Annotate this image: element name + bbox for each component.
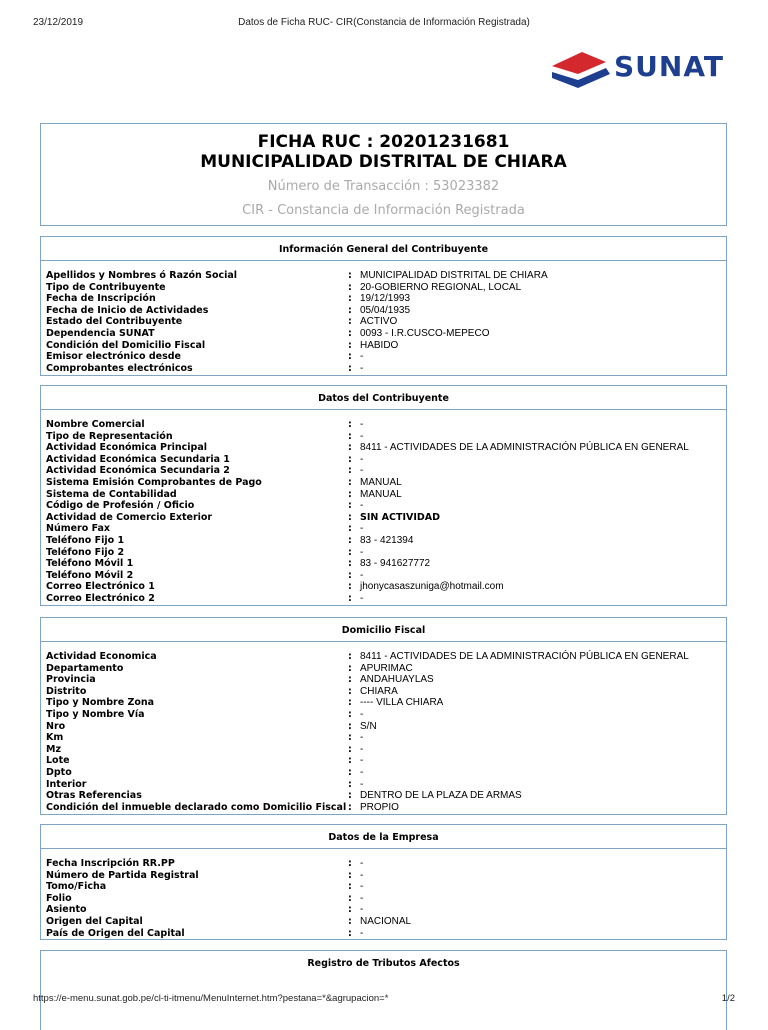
- field-value: 8411 - ACTIVIDADES DE LA ADMINISTRACIÓN PÚBLICA EN GENERAL: [360, 442, 689, 454]
- field-separator: :: [348, 453, 352, 465]
- field-separator: :: [348, 915, 352, 927]
- field-label: Tipo y Nombre Vía: [46, 708, 145, 720]
- field-row: [46, 790, 726, 802]
- sunat-logo-text: SUNAT: [614, 50, 724, 83]
- field-value: HABIDO: [360, 339, 399, 351]
- field-value: 83 - 941627772: [360, 558, 431, 570]
- section-rows: [41, 410, 726, 605]
- field-label: Correo Electrónico 1: [46, 581, 155, 593]
- field-row: [46, 593, 726, 605]
- field-value: 05/04/1935: [360, 304, 411, 316]
- field-label: Origen del Capital: [46, 915, 143, 927]
- field-separator: :: [348, 351, 352, 363]
- field-label: Apellidos y Nombres ó Razón Social: [46, 270, 238, 281]
- field-row: [46, 744, 726, 756]
- field-row: [46, 651, 726, 663]
- field-value: -: [360, 927, 364, 939]
- field-value: 20-GOBIERNO REGIONAL, LOCAL: [360, 281, 522, 293]
- field-value: -: [360, 351, 364, 363]
- field-value: 0093 - I.R.CUSCO-MEPECO: [360, 327, 490, 339]
- field-label: Nro: [46, 720, 66, 732]
- field-value: DENTRO DE LA PLAZA DE ARMAS: [360, 790, 522, 802]
- field-separator: :: [348, 488, 352, 500]
- field-separator: :: [348, 316, 352, 328]
- field-row: [46, 454, 726, 466]
- print-title: Datos de Ficha RUC- CIR(Constancia de Información Registrada): [238, 17, 530, 28]
- field-label: Km: [46, 732, 64, 744]
- field-separator: :: [348, 881, 352, 893]
- field-row: [46, 581, 726, 593]
- field-row: [46, 351, 726, 363]
- field-row: [46, 870, 726, 882]
- field-label: Actividad Económica Principal: [46, 442, 208, 454]
- section-1: [40, 236, 727, 376]
- field-label: Tipo y Nombre Zona: [46, 697, 155, 709]
- field-row: [46, 767, 726, 779]
- field-row: [46, 465, 726, 477]
- field-label: Fecha de Inscripción: [46, 293, 156, 305]
- field-separator: :: [348, 892, 352, 904]
- field-row: [46, 709, 726, 721]
- field-label: Teléfono Móvil 2: [46, 569, 134, 581]
- section-rows: [41, 849, 726, 939]
- field-row: [46, 858, 726, 870]
- field-separator: :: [348, 651, 352, 662]
- field-label: Actividad Economica: [46, 651, 157, 662]
- field-separator: :: [348, 362, 352, 374]
- field-label: Tipo de Contribuyente: [46, 281, 166, 293]
- field-row: [46, 282, 726, 294]
- field-separator: :: [348, 801, 352, 813]
- field-row: [46, 674, 726, 686]
- field-label: Dependencia SUNAT: [46, 327, 155, 339]
- field-separator: :: [348, 304, 352, 316]
- field-label: Actividad Económica Secundaria 2: [46, 465, 230, 477]
- field-label: Departamento: [46, 662, 124, 674]
- field-value: -: [360, 892, 364, 904]
- field-label: Condición del Domicilio Fiscal: [46, 339, 206, 351]
- field-separator: :: [348, 743, 352, 755]
- field-label: Distrito: [46, 685, 87, 697]
- field-label: Teléfono Fijo 1: [46, 534, 125, 546]
- field-separator: :: [348, 755, 352, 767]
- field-separator: :: [348, 327, 352, 339]
- field-row: [46, 328, 726, 340]
- field-row: [46, 535, 726, 547]
- field-row: [46, 721, 726, 733]
- field-value: -: [360, 869, 364, 881]
- field-row: [46, 442, 726, 454]
- field-separator: :: [348, 858, 352, 869]
- field-row: [46, 802, 726, 814]
- field-value: -: [360, 732, 364, 744]
- field-value: 83 - 421394: [360, 534, 414, 546]
- field-row: [46, 881, 726, 893]
- field-separator: :: [348, 442, 352, 454]
- field-separator: :: [348, 685, 352, 697]
- field-value: -: [360, 523, 364, 535]
- field-label: Tipo de Representación: [46, 430, 173, 442]
- section-3: [40, 617, 727, 815]
- field-value: MANUAL: [360, 488, 402, 500]
- print-date: 23/12/2019: [33, 17, 84, 28]
- field-row: [46, 732, 726, 744]
- field-label: Condición del inmueble declarado como Domicilio Fiscal: [46, 801, 347, 813]
- field-label: Tomo/Ficha: [46, 881, 107, 893]
- field-value: -: [360, 778, 364, 790]
- field-separator: :: [348, 523, 352, 535]
- field-value: S/N: [360, 720, 377, 732]
- field-separator: :: [348, 790, 352, 802]
- section-title: Información General del Contribuyente: [41, 237, 726, 261]
- print-url: https://e-menu.sunat.gob.pe/cl-ti-itmenu/MenuInternet.htm?pestana=*&agrupacion=*: [33, 993, 389, 1004]
- field-row: [46, 340, 726, 352]
- field-row: [46, 270, 726, 282]
- field-separator: :: [348, 732, 352, 744]
- field-separator: :: [348, 778, 352, 790]
- field-separator: :: [348, 465, 352, 477]
- field-value: APURIMAC: [360, 662, 413, 674]
- field-value: -: [360, 546, 364, 558]
- field-value: ACTIVO: [360, 316, 398, 328]
- field-row: [46, 663, 726, 675]
- field-value: 19/12/1993: [360, 293, 411, 305]
- field-row: [46, 363, 726, 375]
- field-value: SIN ACTIVIDAD: [360, 511, 440, 523]
- section-4: [40, 824, 727, 940]
- field-separator: :: [348, 476, 352, 488]
- field-label: Otras Referencias: [46, 790, 142, 802]
- field-value: -: [360, 766, 364, 778]
- field-label: Fecha de Inicio de Actividades: [46, 304, 209, 316]
- field-separator: :: [348, 270, 352, 281]
- field-value: PROPIO: [360, 801, 399, 813]
- field-label: Teléfono Fijo 2: [46, 546, 125, 558]
- field-separator: :: [348, 281, 352, 293]
- field-row: [46, 686, 726, 698]
- field-label: Estado del Contribuyente: [46, 316, 183, 328]
- field-separator: :: [348, 511, 352, 523]
- section-rows: [41, 642, 726, 813]
- section-rows: [41, 974, 726, 983]
- field-separator: :: [348, 720, 352, 732]
- field-separator: :: [348, 697, 352, 709]
- field-value: -: [360, 362, 364, 374]
- field-label: Provincia: [46, 674, 96, 686]
- section-title: Domicilio Fiscal: [41, 618, 726, 642]
- section-rows: [41, 261, 726, 374]
- taxpayer-name: MUNICIPALIDAD DISTRITAL DE CHIARA: [200, 152, 567, 172]
- field-label: Lote: [46, 755, 70, 767]
- field-label: Actividad de Comercio Exterior: [46, 511, 213, 523]
- field-row: [46, 916, 726, 928]
- field-label: Comprobantes electrónicos: [46, 362, 193, 374]
- field-value: -: [360, 592, 364, 604]
- field-row: [46, 523, 726, 535]
- field-value: -: [360, 858, 364, 869]
- field-row: [46, 293, 726, 305]
- field-row: [46, 779, 726, 791]
- transaction-number: Número de Transacción : 53023382: [267, 179, 500, 194]
- field-row: [46, 316, 726, 328]
- field-separator: :: [348, 904, 352, 916]
- section-2: [40, 385, 727, 606]
- field-separator: :: [348, 419, 352, 430]
- field-label: Número de Partida Registral: [46, 869, 199, 881]
- field-separator: :: [348, 927, 352, 939]
- ruc-header-box: [40, 123, 727, 226]
- field-separator: :: [348, 558, 352, 570]
- section-title: Datos de la Empresa: [41, 825, 726, 849]
- field-value: -: [360, 569, 364, 581]
- field-row: [46, 904, 726, 916]
- section-title: Registro de Tributos Afectos: [307, 958, 460, 969]
- field-row: [46, 697, 726, 709]
- section-title: Datos del Contribuyente: [41, 386, 726, 410]
- field-value: CHIARA: [360, 685, 398, 697]
- field-row: [46, 558, 726, 570]
- field-label: Sistema de Contabilidad: [46, 488, 177, 500]
- cir-subtitle: CIR - Constancia de Información Registrada: [242, 203, 525, 218]
- field-row: [46, 928, 726, 940]
- field-value: 8411 - ACTIVIDADES DE LA ADMINISTRACIÓN PÚBLICA EN GENERAL: [360, 651, 689, 662]
- section-5: [40, 950, 727, 1030]
- field-label: Sistema Emisión Comprobantes de Pago: [46, 476, 262, 488]
- field-label: Asiento: [46, 904, 87, 916]
- field-label: País de Origen del Capital: [46, 927, 185, 939]
- field-row: [46, 477, 726, 489]
- field-separator: :: [348, 339, 352, 351]
- field-separator: :: [348, 766, 352, 778]
- field-value: -: [360, 430, 364, 442]
- sunat-logo-icon: [548, 44, 618, 94]
- field-row: [46, 755, 726, 767]
- field-value: jhonycasaszuniga@hotmail.com: [360, 581, 504, 593]
- field-value: -: [360, 904, 364, 916]
- field-separator: :: [348, 662, 352, 674]
- field-row: [46, 893, 726, 905]
- field-value: ---- VILLA CHIARA: [360, 697, 444, 709]
- field-separator: :: [348, 546, 352, 558]
- field-value: -: [360, 755, 364, 767]
- field-separator: :: [348, 430, 352, 442]
- field-label: Emisor electrónico desde: [46, 351, 181, 363]
- field-row: [46, 570, 726, 582]
- field-separator: :: [348, 592, 352, 604]
- field-value: -: [360, 500, 364, 512]
- field-row: [46, 547, 726, 559]
- field-row: [46, 305, 726, 317]
- ruc-number: FICHA RUC : 20201231681: [257, 132, 510, 152]
- sunat-logo: [548, 44, 728, 94]
- field-value: -: [360, 453, 364, 465]
- field-value: ANDAHUAYLAS: [360, 674, 434, 686]
- field-value: MUNICIPALIDAD DISTRITAL DE CHIARA: [360, 270, 548, 281]
- field-label: Actividad Económica Secundaria 1: [46, 453, 230, 465]
- field-row: [46, 489, 726, 501]
- field-value: MANUAL: [360, 476, 402, 488]
- field-row: [46, 431, 726, 443]
- field-value: -: [360, 419, 364, 430]
- page-number: 1/2: [721, 993, 735, 1004]
- field-value: -: [360, 743, 364, 755]
- field-value: -: [360, 881, 364, 893]
- field-separator: :: [348, 293, 352, 305]
- field-label: Folio: [46, 892, 72, 904]
- field-label: Nombre Comercial: [46, 419, 145, 430]
- field-label: Número Fax: [46, 523, 111, 535]
- field-value: -: [360, 465, 364, 477]
- field-separator: :: [348, 569, 352, 581]
- field-value: -: [360, 708, 364, 720]
- field-separator: :: [348, 500, 352, 512]
- field-label: Código de Profesión / Oficio: [46, 500, 195, 512]
- field-separator: :: [348, 581, 352, 593]
- field-separator: :: [348, 674, 352, 686]
- field-label: Teléfono Móvil 1: [46, 558, 134, 570]
- field-value: NACIONAL: [360, 915, 412, 927]
- field-row: [46, 419, 726, 431]
- field-row: [46, 500, 726, 512]
- field-separator: :: [348, 534, 352, 546]
- field-separator: :: [348, 869, 352, 881]
- field-label: Mz: [46, 743, 61, 755]
- field-separator: :: [348, 708, 352, 720]
- field-row: [46, 512, 726, 524]
- field-label: Dpto: [46, 766, 72, 778]
- field-label: Interior: [46, 778, 87, 790]
- field-label: Correo Electrónico 2: [46, 592, 155, 604]
- field-label: Fecha Inscripción RR.PP: [46, 858, 175, 869]
